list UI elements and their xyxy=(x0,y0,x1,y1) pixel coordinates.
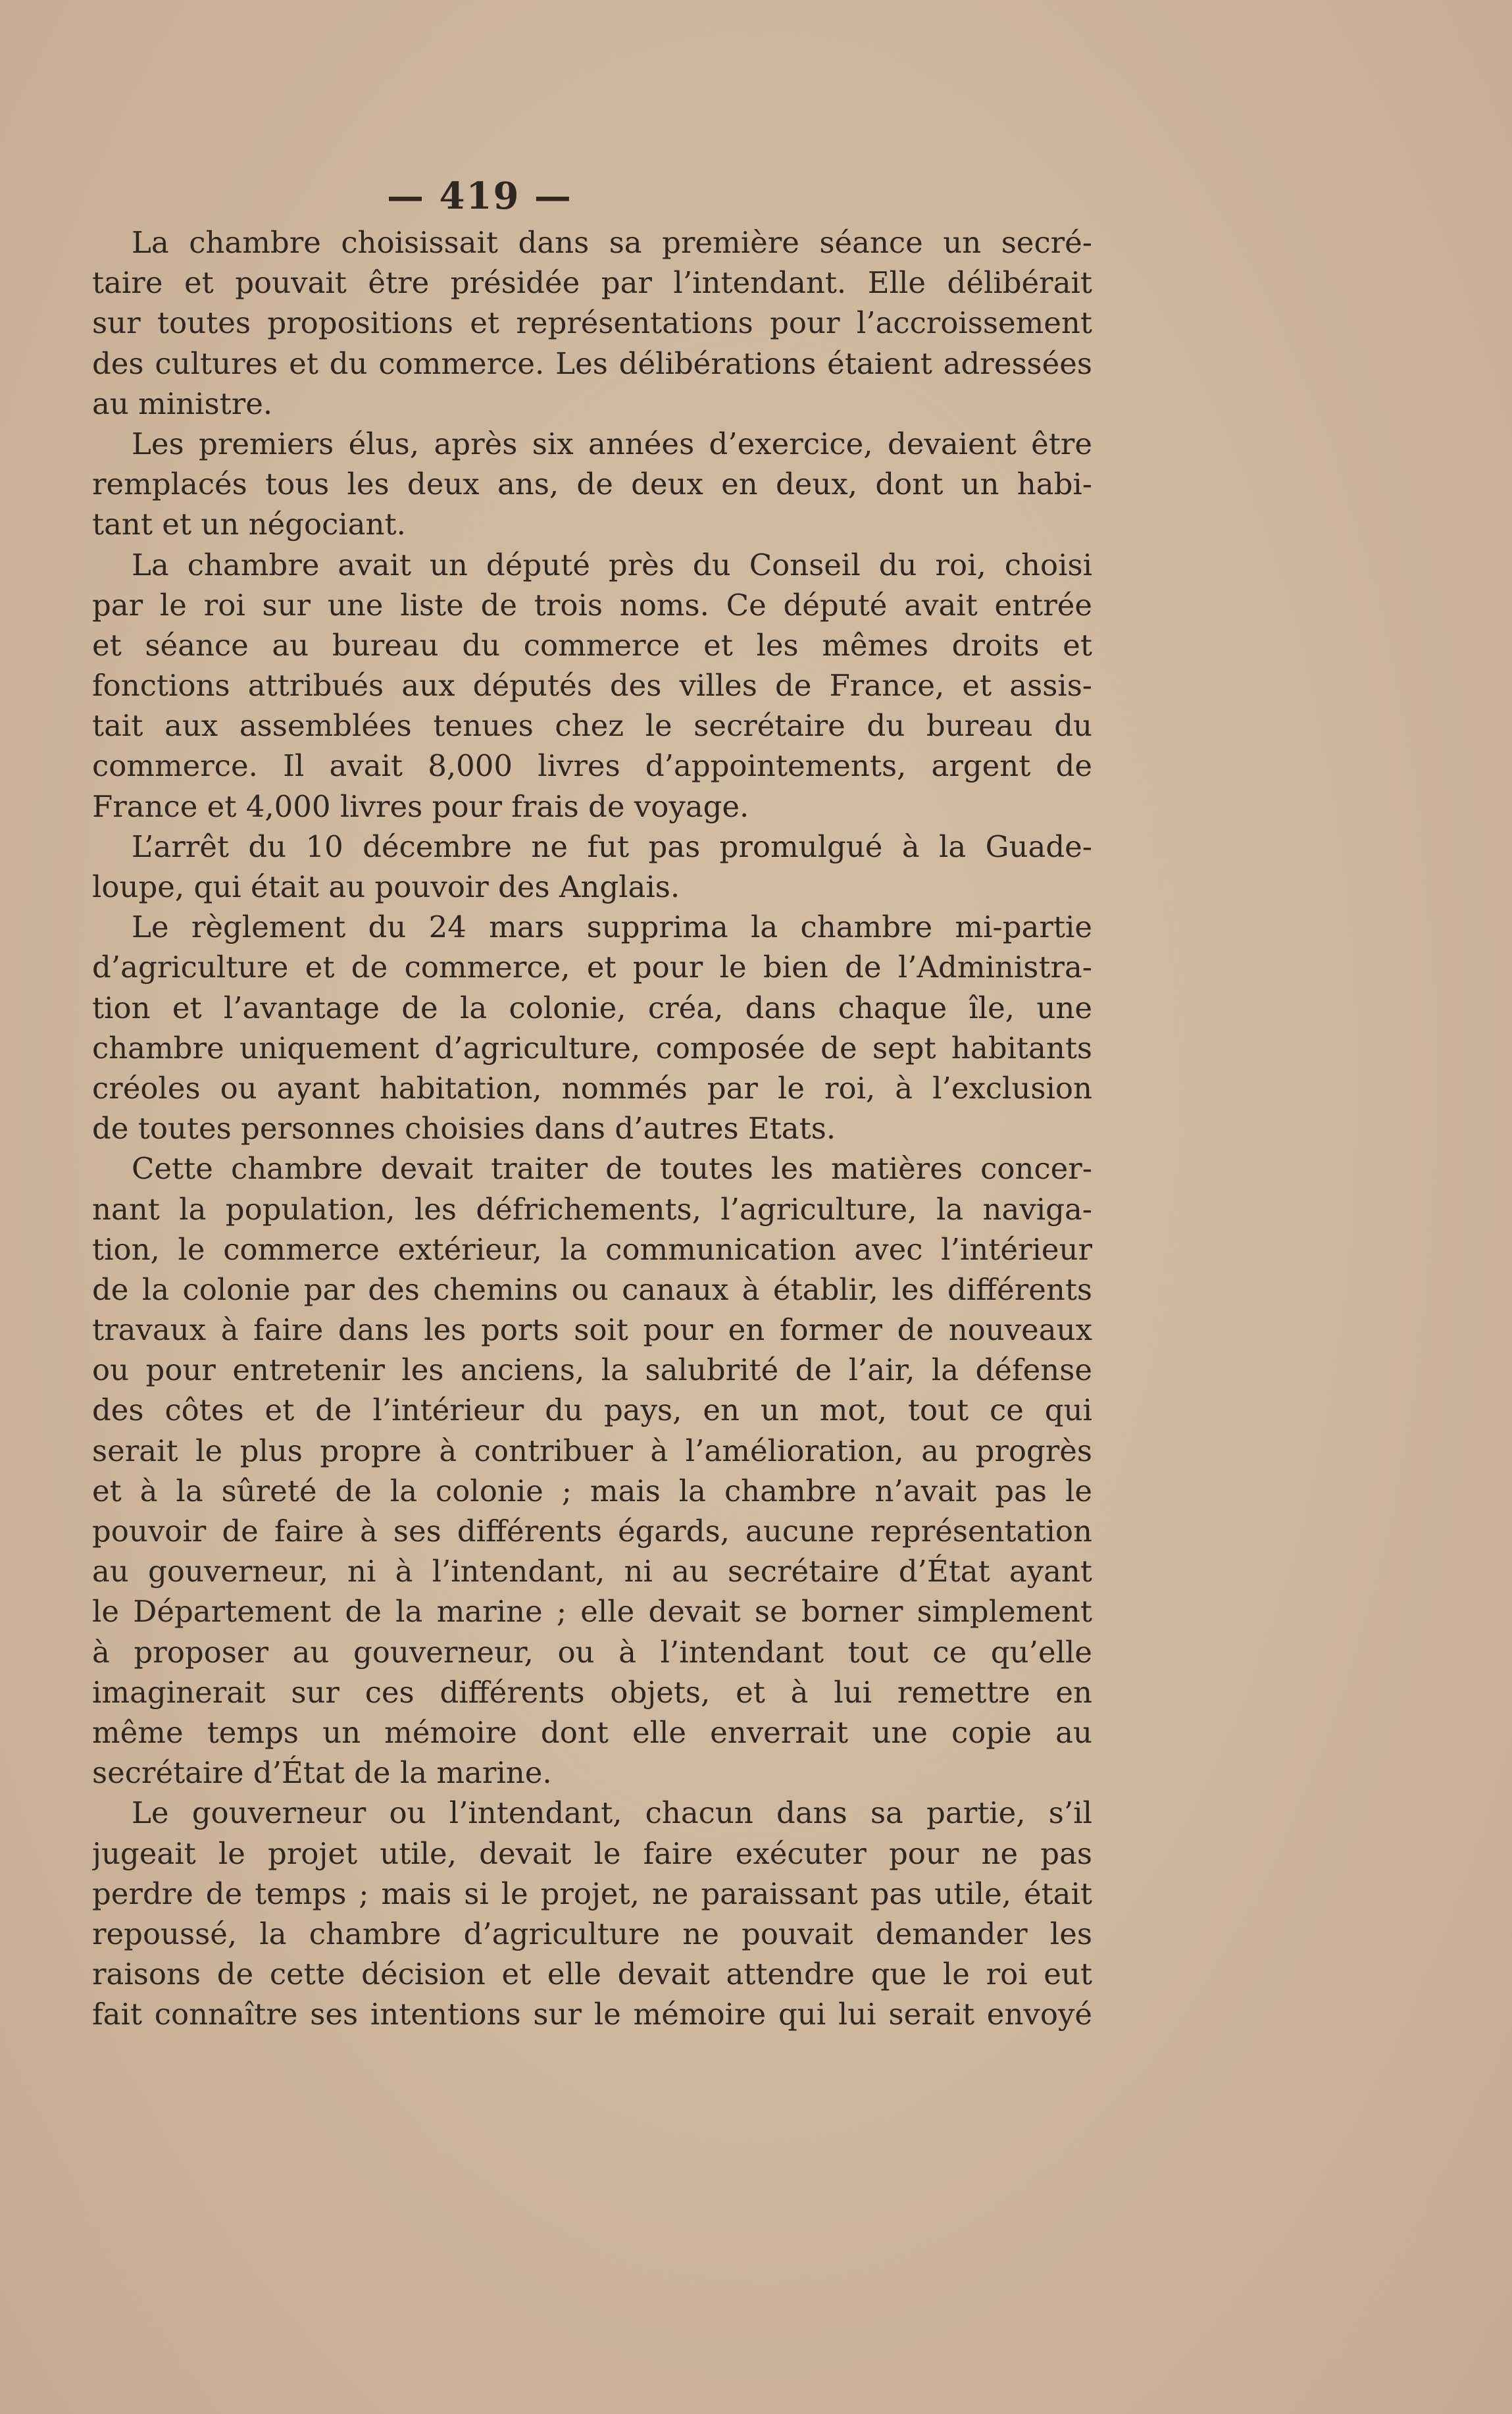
text-line: tion et l’avantage de la colonie, créa, dans chaque île, une xyxy=(92,990,1092,1025)
text-line: commerce. Il avait 8,000 livres d’appointements, argent de xyxy=(92,748,1092,784)
text-line: remplacés tous les deux ans, de deux en deux, dont un habi- xyxy=(92,467,1092,502)
text-line: au gouverneur, ni à l’intendant, ni au secrétaire d’État ayant xyxy=(92,1554,1092,1589)
text-line: ou pour entretenir les anciens, la salubrité de l’air, la défense xyxy=(92,1352,1092,1388)
body-text xyxy=(92,222,1092,2034)
text-line: et séance au bureau du commerce et les mêmes droits et xyxy=(92,627,1092,663)
text-line: de toutes personnes choisies dans d’autres Etats. xyxy=(92,1111,836,1146)
text-line: raisons de cette décision et elle devait attendre que le roi eut xyxy=(92,1957,1092,1992)
text-line: tait aux assemblées tenues chez le secrétaire du bureau du xyxy=(92,708,1092,744)
text-line: La chambre avait un député près du Conseil du roi, choisi xyxy=(132,547,1092,582)
text-line: même temps un mémoire dont elle enverrait une copie au xyxy=(92,1714,1092,1750)
text-line: Cette chambre devait traiter de toutes les matières concer- xyxy=(132,1151,1092,1187)
text-line: Les premiers élus, après six années d’exercice, devaient être xyxy=(132,426,1092,461)
page-number: — 419 — xyxy=(387,174,572,218)
text-line: à proposer au gouverneur, ou à l’intendant tout ce qu’elle xyxy=(92,1634,1092,1670)
text-line: des cultures et du commerce. Les délibérations étaient adressées xyxy=(92,346,1092,381)
text-line: fait connaître ses intentions sur le mémoire qui lui serait envoyé xyxy=(92,1997,1092,2032)
text-line: au ministre. xyxy=(92,386,273,421)
text-line: par le roi sur une liste de trois noms. Ce député avait entrée xyxy=(92,587,1092,623)
text-line: Le règlement du 24 mars supprima la chambre mi-partie xyxy=(132,910,1092,945)
text-line: nant la population, les défrichements, l’agriculture, la naviga- xyxy=(92,1191,1092,1227)
text-line: et à la sûreté de la colonie ; mais la chambre n’avait pas le xyxy=(92,1473,1092,1508)
text-line: taire et pouvait être présidée par l’intendant. Elle délibérait xyxy=(92,265,1092,301)
text-line: perdre de temps ; mais si le projet, ne paraissant pas utile, était xyxy=(92,1876,1092,1911)
text-line: de la colonie par des chemins ou canaux à établir, les différents xyxy=(92,1271,1092,1307)
text-line: sur toutes propositions et représentations pour l’accroissement xyxy=(92,305,1092,341)
text-line: chambre uniquement d’agriculture, composée de sept habitants xyxy=(92,1030,1092,1066)
text-line: jugeait le projet utile, devait le faire exécuter pour ne pas xyxy=(92,1836,1092,1871)
text-line: créoles ou ayant habitation, nommés par le roi, à l’exclusion xyxy=(92,1070,1092,1106)
text-line: secrétaire d’État de la marine. xyxy=(92,1755,552,1791)
text-line: pouvoir de faire à ses différents égards, aucune représentation xyxy=(92,1514,1092,1549)
text-line: le Département de la marine ; elle devait se borner simplement xyxy=(92,1594,1092,1630)
text-line: travaux à faire dans les ports soit pour en former de nouveaux xyxy=(92,1312,1092,1348)
text-line: loupe, qui était au pouvoir des Anglais. xyxy=(92,869,680,904)
text-line: tion, le commerce extérieur, la communication avec l’intérieur xyxy=(92,1231,1092,1267)
text-line: Le gouverneur ou l’intendant, chacun dans sa partie, s’il xyxy=(132,1795,1092,1831)
text-line: repoussé, la chambre d’agriculture ne pouvait demander les xyxy=(92,1916,1092,1951)
text-line: tant et un négociant. xyxy=(92,507,406,542)
text-line: d’agriculture et de commerce, et pour le bien de l’Administra- xyxy=(92,950,1092,985)
text-line: L’arrêt du 10 décembre ne fut pas promulgué à la Guade- xyxy=(132,829,1092,864)
text-line: imaginerait sur ces différents objets, et à lui remettre en xyxy=(92,1674,1092,1710)
text-line: des côtes et de l’intérieur du pays, en un mot, tout ce qui xyxy=(92,1393,1092,1428)
text-line: fonctions attribués aux députés des villes de France, et assis- xyxy=(92,668,1092,704)
text-line: France et 4,000 livres pour frais de voyage. xyxy=(92,788,749,824)
text-line: La chambre choisissait dans sa première séance un secré- xyxy=(132,225,1092,260)
text-line: serait le plus propre à contribuer à l’amélioration, au progrès xyxy=(92,1433,1092,1468)
